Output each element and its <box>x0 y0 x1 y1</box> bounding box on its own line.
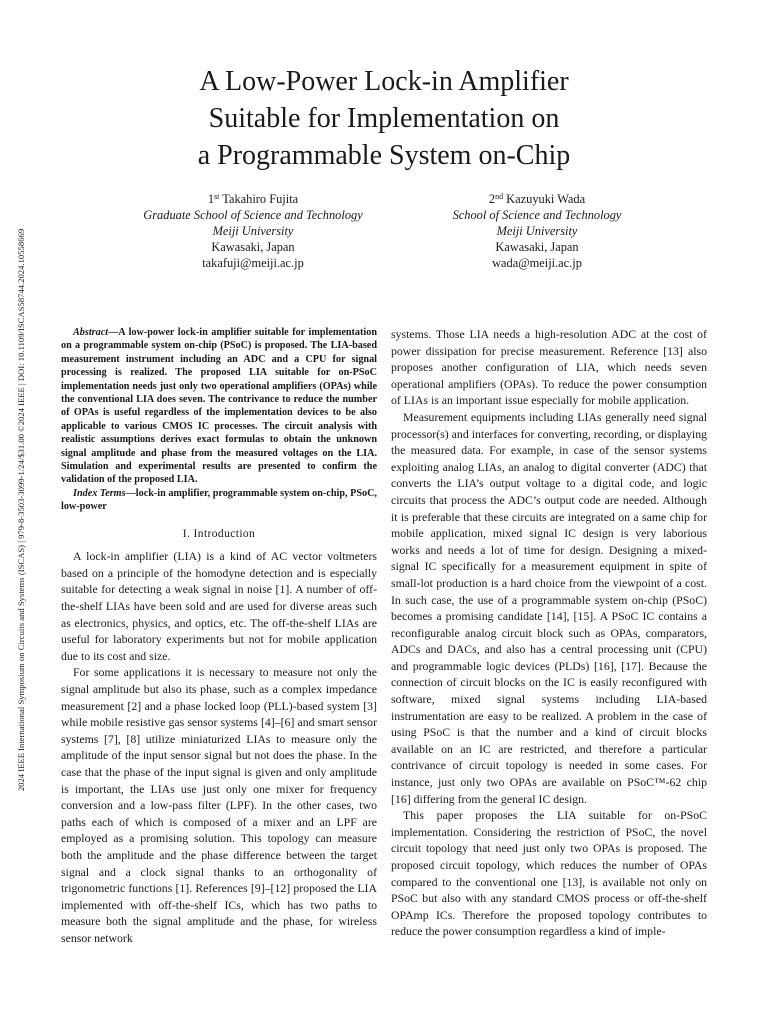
author-name-line <box>103 191 403 207</box>
author-location: Kawasaki, Japan <box>211 240 295 254</box>
left-column <box>61 326 377 947</box>
body-paragraph: This paper proposes the LIA suitable for on-PSoC implementation. Considering the restriction of PSoC, the novel circuit topology that need just only two OPAs is proposed. The proposed circuit topology, which reduces the number of OPAs compared to the conventional one [13], is available not only on PSoC but also with any standard CMOS process or off-the-shelf OPAmp ICs. Therefore the proposed topology contributes to reduce the power consumption regardless a kind of imple- <box>391 808 707 939</box>
abstract <box>61 326 377 487</box>
citation-text: 2024 IEEE International Symposium on Circuits and Systems (ISCAS) | 979-8-3503-3099-1/24/$31.00 ©2024 IEEE | DOI: 10.1109/ISCAS58744.2024.10558669 <box>16 228 26 792</box>
author-block-2 <box>387 191 687 271</box>
author-name: Kazuyuki Wada <box>506 192 586 206</box>
index-terms-label: Index Terms <box>73 487 126 499</box>
index-terms <box>61 487 377 514</box>
section-heading: I. Introduction <box>182 527 256 540</box>
body-paragraph: A lock-in amplifier (LIA) is a kind of AC vector voltmeters based on a principle of the homodyne detection and is especially suitable for detecting a weak signal in noise [1]. A number of off-the-shelf LIAs have been sold and are used for diverse areas such as electronics, physics, and optics, etc. The off-the-shelf LIAs are useful for laboratory experiments but not for mobile application due to its cost and size. <box>61 549 377 663</box>
author-affiliation: School of Science and Technology <box>452 208 622 222</box>
body-paragraph: For some applications it is necessary to measure not only the signal amplitude but also its phase, such as a complex impedance measurement [2] and a phase locked loop (PLL)-based system [3] while mobile resistive gas sensor systems [4]–[6] and smart sensor systems [7], [8] utilize miniaturized LIAs to measure only the amplitude of the input sensor signal but not does the phase. In the case that the phase of the input signal is given and only amplitude is important, the LIAs use just only one mixer for frequency conversion and a low-pass filter (LPF). In the other cases, two paths each of which is composed of a mixer and an LPF are employed as a promising solution. This topology can measure both the amplitude and the phase difference between the target signal and a clock signal thanks to an orthogonality of trigonometric functions [1]. References [9]–[12] proposed the LIA implemented with off-the-shelf ICs, which has two paths to measure both the signal amplitude and the phase, for wireless sensor network <box>61 665 377 945</box>
author-university: Meiji University <box>212 224 294 238</box>
author-index-suffix: st <box>214 192 220 201</box>
paper-title <box>0 63 768 174</box>
index-terms-text: —lock-in amplifier, programmable system on-chip, PSoC, low-power <box>61 487 377 513</box>
body-paragraph-continued: systems. Those LIA needs a high-resolution ADC at the cost of power dissipation for precise measurement. Reference [13] also proposes another configuration of LIA, which needs seven operational amplifiers (OPAs). To reduce the power consumption of LIAs is an important issue especially for mobile application. <box>391 327 707 408</box>
author-index-suffix: nd <box>495 192 504 201</box>
author-location: Kawasaki, Japan <box>495 240 579 254</box>
title-line: A Low-Power Lock-in Amplifier <box>199 66 569 97</box>
author-university: Meiji University <box>496 224 578 238</box>
ieee-citation-sidebar <box>14 176 28 844</box>
author-name: Takahiro Fujita <box>222 192 299 206</box>
abstract-label: Abstract <box>73 327 109 338</box>
author-affiliation: Graduate School of Science and Technology <box>143 208 363 222</box>
right-column <box>391 326 707 940</box>
author-email: takafuji@meiji.ac.jp <box>202 256 304 270</box>
author-email: wada@meiji.ac.jp <box>492 256 582 270</box>
author-block-1 <box>103 191 403 271</box>
title-line: a Programmable System on-Chip <box>197 140 571 171</box>
author-name-line <box>387 191 687 207</box>
author-index: 2 <box>488 192 496 206</box>
title-line: Suitable for Implementation on <box>208 103 560 134</box>
author-index: 1 <box>207 192 215 206</box>
body-paragraph: Measurement equipments including LIAs generally need signal processor(s) and interfaces for converting, recording, or displaying the measured data. For example, in case of the sensor systems exploiting analog LIAs, an analog to digital converter (ADC) that converts the LIA’s output voltage to a digital code, and logic circuits that process the ADC’s output code are needed. Although it is preferable that these circuits are integrated on a same chip for mobile application, mixed signal IC design is very laborious works and needs a lot of time for design. Designing a mixed-signal IC specifically for a measurement equipment in spite of small-lot production is a hard choice from the viewpoint of a cost. In such case, the use of a programmable system on-chip (PSoC) becomes a promising candidate [14], [15]. A PSoC IC contains a reconfigurable analog circuit block such as OPAs, comparators, ADCs and DACs, and also has a central processing unit (CPU) and programmable logic devices (PLDs) [16], [17]. Because the connection of circuit blocks on the IC is easily reconfigured with software, mixed signal systems including LIA-based instrumentation are easy to be realized. A problem in the case of using PSoC is that the number and a kind of circuit blocks available on an IC are restricted, and therefore a particular contrivance of circuit topology is needed in some cases. For instance, just only two OPAs are available on PSoC™-62 chip [16] differing from the general IC design. <box>391 409 707 806</box>
abstract-text: —A low-power lock-in amplifier suitable for implementation on a programmable system on-chip (PSoC) is proposed. The LIA-based measurement instrument including an ADC and a CPU for signal processing is realized. The proposed LIA suitable for on-PSoC implementation needs just only two operational amplifiers (OPAs) while the conventional LIA does seven. The contrivance to reduce the number of OPAs is useful regardless of the implementation devices to be also applicable to various CMOS IC processes. The circuit analysis with realistic assumptions derives exact formulas to obtain the unknown signal amplitude and phase from the measured voltages on the LIA. Simulation and experimental results are presented to confirm the validation of the proposed LIA. <box>61 327 377 486</box>
